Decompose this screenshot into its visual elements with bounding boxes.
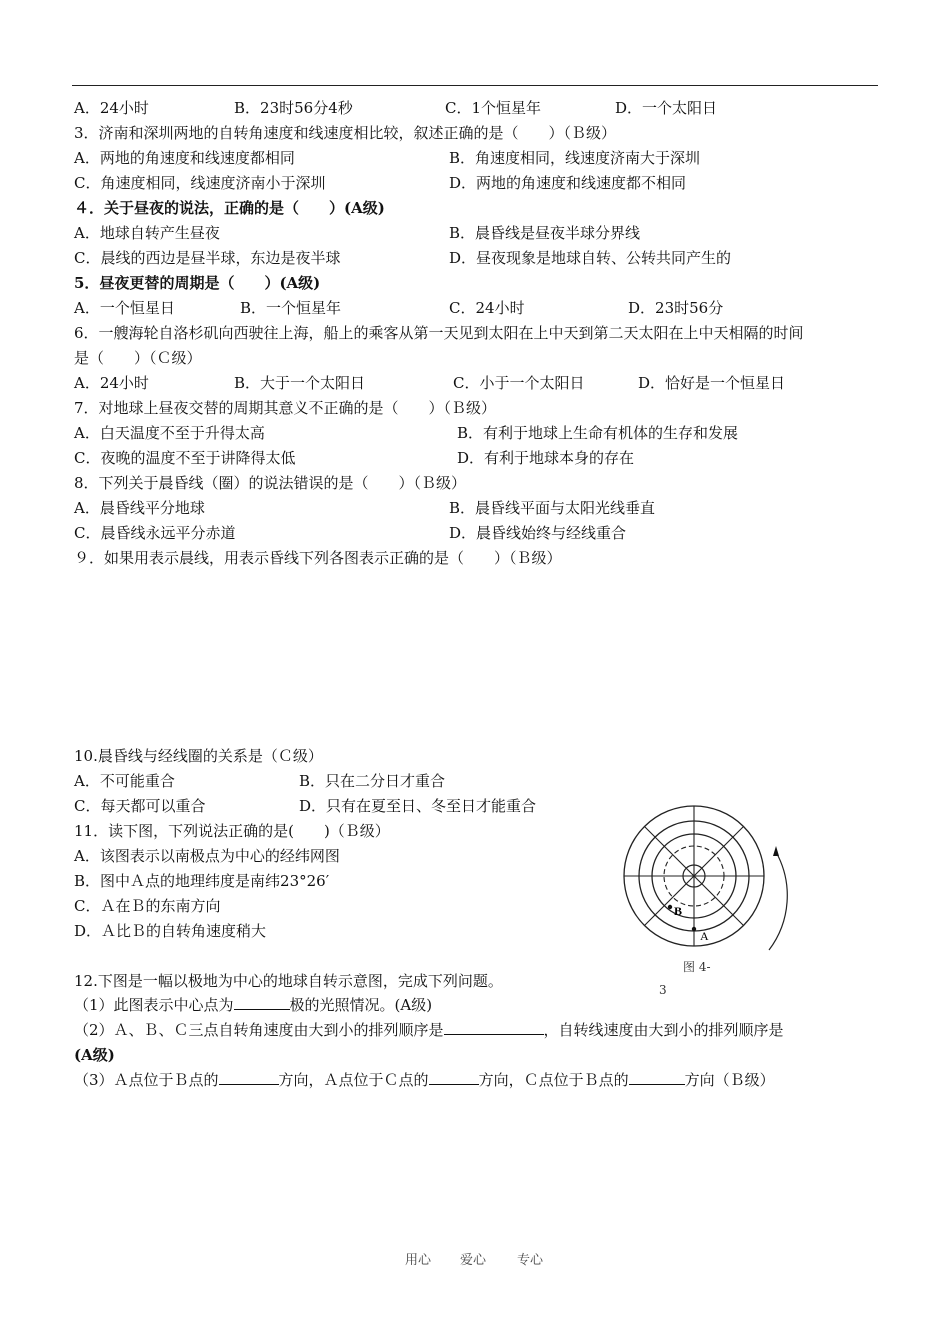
q2-option-b: B．23时56分4秒 — [234, 99, 353, 117]
q10-option-c: C．每天都可以重合 — [74, 797, 206, 815]
q8-stem: 8．下列关于晨昏线（圈）的说法错误的是（ ）（Ｂ级） — [74, 474, 467, 492]
q12-sub2-pre: （2）Ａ、Ｂ、Ｃ三点自转角速度由大到小的排列顺序是 — [74, 1021, 444, 1039]
q5-option-c: C．24小时 — [449, 299, 525, 317]
q12-stem: 12.下图是一幅以极地为中心的地球自转示意图，完成下列问题。 — [74, 972, 503, 990]
q4-option-c: C．晨线的西边是昼半球，东边是夜半球 — [74, 249, 341, 267]
footer-text-1: 用心 — [405, 1253, 432, 1268]
q12-sub3-a: （3）Ａ点位于Ｂ点的 — [74, 1071, 219, 1089]
q6-option-d: D．恰好是一个恒星日 — [638, 374, 786, 392]
q8-option-a: A．晨昏线平分地球 — [74, 499, 205, 517]
point-b — [668, 905, 672, 909]
q11-option-d: D．Ａ比Ｂ的自转角速度稍大 — [74, 922, 267, 940]
rotation-arrow-icon — [773, 846, 779, 856]
q4-option-b: B．晨昏线是昼夜半球分界线 — [449, 224, 641, 242]
q2-option-d: D．一个太阳日 — [615, 99, 718, 117]
q12-sub3-c: 方向，Ｃ点位于Ｂ点的 — [478, 1071, 629, 1089]
label-a: A — [700, 929, 709, 943]
q12-blank-2 — [444, 1020, 544, 1035]
q7-stem: 7．对地球上昼夜交替的周期其意义不正确的是（ ）（Ｂ级） — [74, 399, 497, 417]
q8-option-b: B．晨昏线平面与太阳光线垂直 — [449, 499, 656, 517]
q3-option-a: A．两地的角速度和线速度都相同 — [74, 149, 295, 167]
q10-stem: 10.晨昏线与经线圈的关系是（Ｃ级） — [74, 747, 323, 765]
q12-sub1 — [74, 995, 432, 1015]
q8-option-c: C．晨昏线永远平分赤道 — [74, 524, 236, 542]
q4-stem: ４．关于昼夜的说法，正确的是（ ）(A级) — [74, 199, 385, 217]
q5-option-a: A．一个恒星日 — [74, 299, 175, 317]
q4-option-a: A．地球自转产生昼夜 — [74, 224, 220, 242]
q12-sub3-d: 方向（Ｂ级） — [684, 1071, 775, 1089]
q7-option-d: D．有利于地球本身的存在 — [457, 449, 635, 467]
q12-sub2 — [74, 1020, 784, 1040]
q10-option-d: D．只有在夏至日、冬至日才能重合 — [299, 797, 537, 815]
figure-caption-line2: 3 — [659, 983, 667, 997]
q5-option-b: B．一个恒星年 — [240, 299, 342, 317]
q2-option-a: A．24小时 — [74, 99, 149, 117]
header-rule — [72, 85, 878, 86]
q12-sub1-post: 极的光照情况。(A级) — [289, 996, 433, 1014]
q10-option-a: A．不可能重合 — [74, 772, 175, 790]
q4-option-d: D．昼夜现象是地球自转、公转共同产生的 — [449, 249, 732, 267]
q11-option-a: A．该图表示以南极点为中心的经纬网图 — [74, 847, 340, 865]
q12-sub2-post: ，自转线速度由大到小的排列顺序是 — [543, 1021, 784, 1039]
q7-option-a: A．白天温度不至于升得太高 — [74, 424, 265, 442]
q7-option-b: B．有利于地球上生命有机体的生存和发展 — [457, 424, 739, 442]
footer-text-3: 专心 — [517, 1253, 544, 1268]
q5-stem: 5．昼夜更替的周期是（ ）(A级) — [74, 274, 321, 292]
q12-sub2-tail: (A级) — [74, 1046, 115, 1064]
q2-option-c: C．1个恒星年 — [445, 99, 542, 117]
q6-option-a: A．24小时 — [74, 374, 149, 392]
q8-option-d: D．晨昏线始终与经线重合 — [449, 524, 627, 542]
polar-graticule-figure — [618, 800, 788, 952]
q12-blank-5 — [629, 1070, 685, 1085]
q12-blank-1 — [234, 995, 290, 1010]
q9-stem: ９．如果用表示晨线，用表示昏线下列各图表示正确的是（ ）（Ｂ级） — [74, 549, 562, 567]
point-a — [692, 927, 696, 931]
q12-sub1-pre: （1）此图表示中心点为 — [74, 996, 234, 1014]
q3-option-c: C．角速度相同，线速度济南小于深圳 — [74, 174, 326, 192]
q10-option-b: B．只在二分日才重合 — [299, 772, 446, 790]
q6-stem-line1: 6．一艘海轮自洛杉矶向西驶往上海，船上的乘客从第一天见到太阳在上中天到第二天太阳在上中天相隔的时间 — [74, 324, 804, 342]
figure-caption-line1: 图 4- — [683, 960, 711, 974]
q5-option-d: D．23时56分 — [628, 299, 724, 317]
q3-option-d: D．两地的角速度和线速度都不相同 — [449, 174, 687, 192]
q3-stem: 3．济南和深圳两地的自转角速度和线速度相比较，叙述正确的是（ ）（Ｂ级） — [74, 124, 617, 142]
rotation-arc — [769, 852, 787, 950]
q11-stem: 11．读下图，下列说法正确的是( )（Ｂ级） — [74, 822, 390, 840]
q12-blank-4 — [429, 1070, 479, 1085]
q6-stem-line2: 是（ ）（Ｃ级） — [74, 349, 202, 367]
q11-option-b: B．图中Ａ点的地理纬度是南纬23°26′ — [74, 872, 330, 890]
footer-text-2: 爱心 — [460, 1253, 487, 1268]
q6-option-c: C．小于一个太阳日 — [453, 374, 585, 392]
q12-sub3 — [74, 1070, 775, 1090]
q3-option-b: B．角速度相同，线速度济南大于深圳 — [449, 149, 701, 167]
q11-option-c: C．Ａ在Ｂ的东南方向 — [74, 897, 221, 915]
q7-option-c: C．夜晚的温度不至于讲降得太低 — [74, 449, 296, 467]
q12-blank-3 — [219, 1070, 279, 1085]
q6-option-b: B．大于一个太阳日 — [234, 374, 366, 392]
q12-sub3-b: 方向，Ａ点位于Ｃ点的 — [278, 1071, 429, 1089]
label-b: B — [674, 904, 683, 918]
